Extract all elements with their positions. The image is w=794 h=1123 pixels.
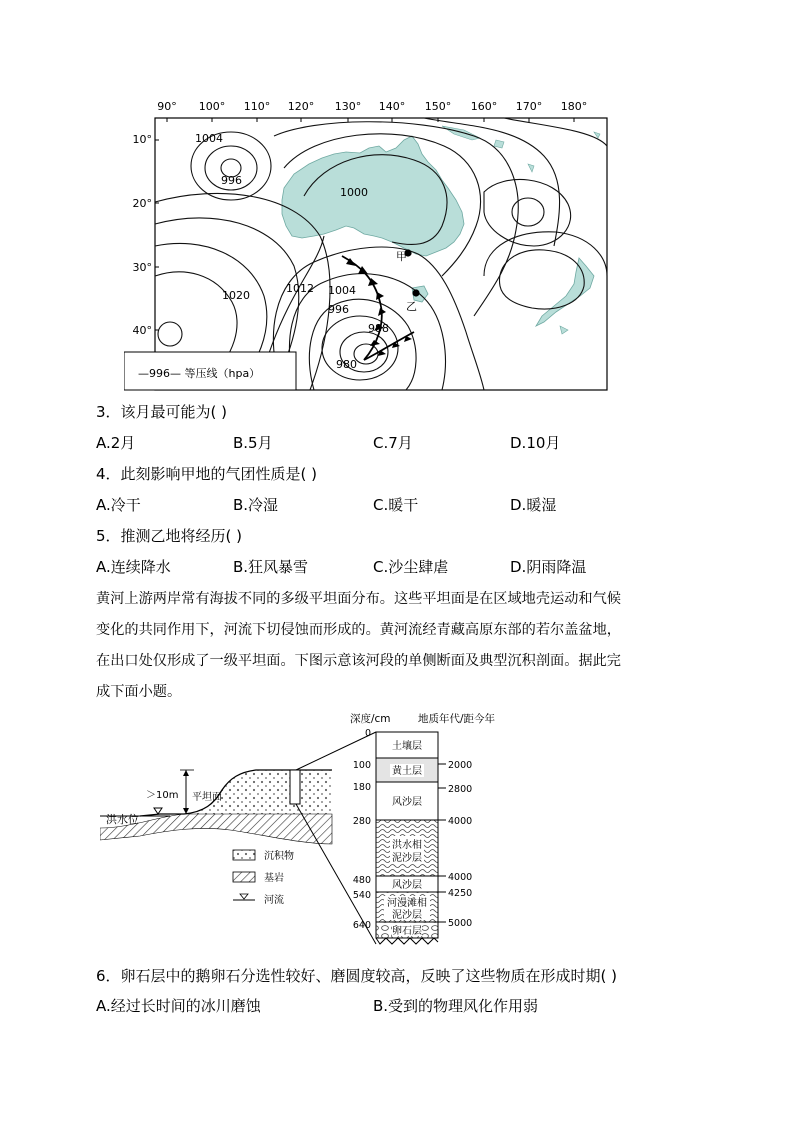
- legend-bedrock-label: 基岩: [264, 873, 284, 884]
- depth-label: 540: [352, 890, 371, 901]
- question-6-option-a[interactable]: A.经过长时间的冰川磨蚀: [96, 997, 261, 1015]
- lon-label: 170°: [515, 100, 543, 113]
- depth-label: 100: [352, 760, 371, 771]
- age-label: 4000: [448, 816, 473, 827]
- lon-label: 130°: [334, 100, 362, 113]
- question-4-option-b[interactable]: B.冷湿: [233, 496, 279, 514]
- depth-title: 深度/cm: [350, 713, 391, 725]
- question-5-option-c[interactable]: C.沙尘肆虐: [373, 558, 449, 576]
- age-label: 5000: [448, 918, 473, 929]
- question-4-stem: 4．此刻影响甲地的气团性质是( ): [96, 465, 318, 483]
- lon-label: 160°: [470, 100, 498, 113]
- lon-label: 150°: [424, 100, 452, 113]
- question-4-option-a[interactable]: A.冷干: [96, 496, 141, 514]
- sampling-column: [290, 770, 300, 804]
- lat-label: 10°: [132, 133, 152, 146]
- isobar-label: 996: [328, 303, 349, 316]
- terrace-label: 平坦面: [192, 792, 222, 803]
- lon-label: 110°: [243, 100, 271, 113]
- depth-label: 0: [364, 728, 371, 739]
- legend-bedrock-swatch: [233, 872, 255, 882]
- layer-name: 土壤层: [392, 741, 422, 752]
- isobar-label: 1004: [328, 284, 356, 297]
- passage-line: 变化的共同作用下，河流下切侵蚀而形成的。黄河流经青藏高原东部的若尔盖盆地，: [96, 622, 621, 638]
- terrace-diagram: [100, 708, 520, 954]
- terrace-diagram-svg: [100, 708, 520, 954]
- question-6-stem: 6．卵石层中的鹅卵石分选性较好、磨圆度较高，反映了这些物质在形成时期( ): [96, 967, 618, 985]
- depth-label: 180: [352, 782, 371, 793]
- flood-level-label: 洪水位: [106, 813, 139, 826]
- depth-label: 480: [352, 875, 371, 886]
- isobar-label: 1000: [340, 186, 368, 199]
- lon-label: 180°: [560, 100, 588, 113]
- age-title: 地质年代/距今年: [418, 713, 496, 725]
- depth-label: 280: [352, 816, 371, 827]
- isobar-label: 1012: [286, 282, 314, 295]
- passage: [96, 584, 696, 708]
- layer-name: 黄土层: [392, 766, 422, 777]
- place-yi-dot: [412, 289, 419, 296]
- map-legend-text: —996— 等压线（hpa）: [138, 367, 261, 380]
- layer-name: 卵石层: [392, 926, 422, 937]
- isobar-map: [124, 96, 608, 392]
- age-label: 2800: [448, 784, 473, 795]
- question-4-option-d[interactable]: D.暖湿: [510, 496, 557, 514]
- age-label: 2000: [448, 760, 473, 771]
- place-jia-label: 甲: [396, 250, 407, 263]
- place-yi-label: 乙: [406, 300, 417, 313]
- lat-label: 30°: [132, 261, 152, 274]
- question-5-option-b[interactable]: B.狂风暴雪: [233, 558, 309, 576]
- question-3-option-b[interactable]: B.5月: [233, 434, 273, 452]
- layer-name: 风沙层: [392, 797, 422, 808]
- age-label: 4000: [448, 872, 473, 883]
- question-3-option-a[interactable]: A.2月: [96, 434, 136, 452]
- legend-sediment-swatch: [233, 850, 255, 860]
- isobar-label: 1020: [222, 289, 250, 302]
- isobar-label: 980: [336, 358, 357, 371]
- legend-river-label: 河流: [264, 895, 284, 906]
- question-5-option-a[interactable]: A.连续降水: [96, 558, 171, 576]
- question-5-option-d[interactable]: D.阴雨降温: [510, 558, 587, 576]
- lon-label: 100°: [198, 100, 226, 113]
- layer-name: 河漫滩相: [387, 898, 427, 909]
- lon-label: 140°: [378, 100, 406, 113]
- passage-line: 成下面小题。: [96, 684, 182, 700]
- height-label: ＞10m: [146, 790, 179, 801]
- question-3-stem: 3．该月最可能为( ): [96, 403, 228, 421]
- water-level-symbol: [154, 808, 162, 814]
- depth-label: 640: [352, 920, 371, 931]
- isobar-label: 996: [221, 174, 242, 187]
- passage-line: 在出口处仅形成了一级平坦面。下图示意该河段的单侧断面及典型沉积剖面。据此完: [96, 653, 621, 669]
- legend-sediment-label: 沉积物: [264, 851, 294, 862]
- isobar-map-svg: [124, 96, 608, 392]
- layer-name: 洪水相: [392, 840, 422, 851]
- isobar-label: 988: [368, 322, 389, 335]
- isobar-label: 1004: [195, 132, 223, 145]
- layer-name: 风沙层: [392, 880, 422, 891]
- question-5-stem: 5．推测乙地将经历( ): [96, 527, 243, 545]
- lon-label: 90°: [157, 100, 177, 113]
- passage-line: 黄河上游两岸常有海拔不同的多级平坦面分布。这些平坦面是在区域地壳运动和气候: [96, 591, 621, 607]
- lat-label: 20°: [132, 197, 152, 210]
- question-3-option-c[interactable]: C.7月: [373, 434, 413, 452]
- layer-name: 泥沙层: [392, 853, 422, 864]
- question-6-option-b[interactable]: B.受到的物理风化作用弱: [373, 997, 539, 1015]
- layer-name: 泥沙层: [392, 910, 422, 921]
- age-label: 4250: [448, 888, 473, 899]
- lat-label: 40°: [132, 324, 152, 337]
- question-4-option-c[interactable]: C.暖干: [373, 496, 419, 514]
- question-3-option-d[interactable]: D.10月: [510, 434, 561, 452]
- lon-label: 120°: [287, 100, 315, 113]
